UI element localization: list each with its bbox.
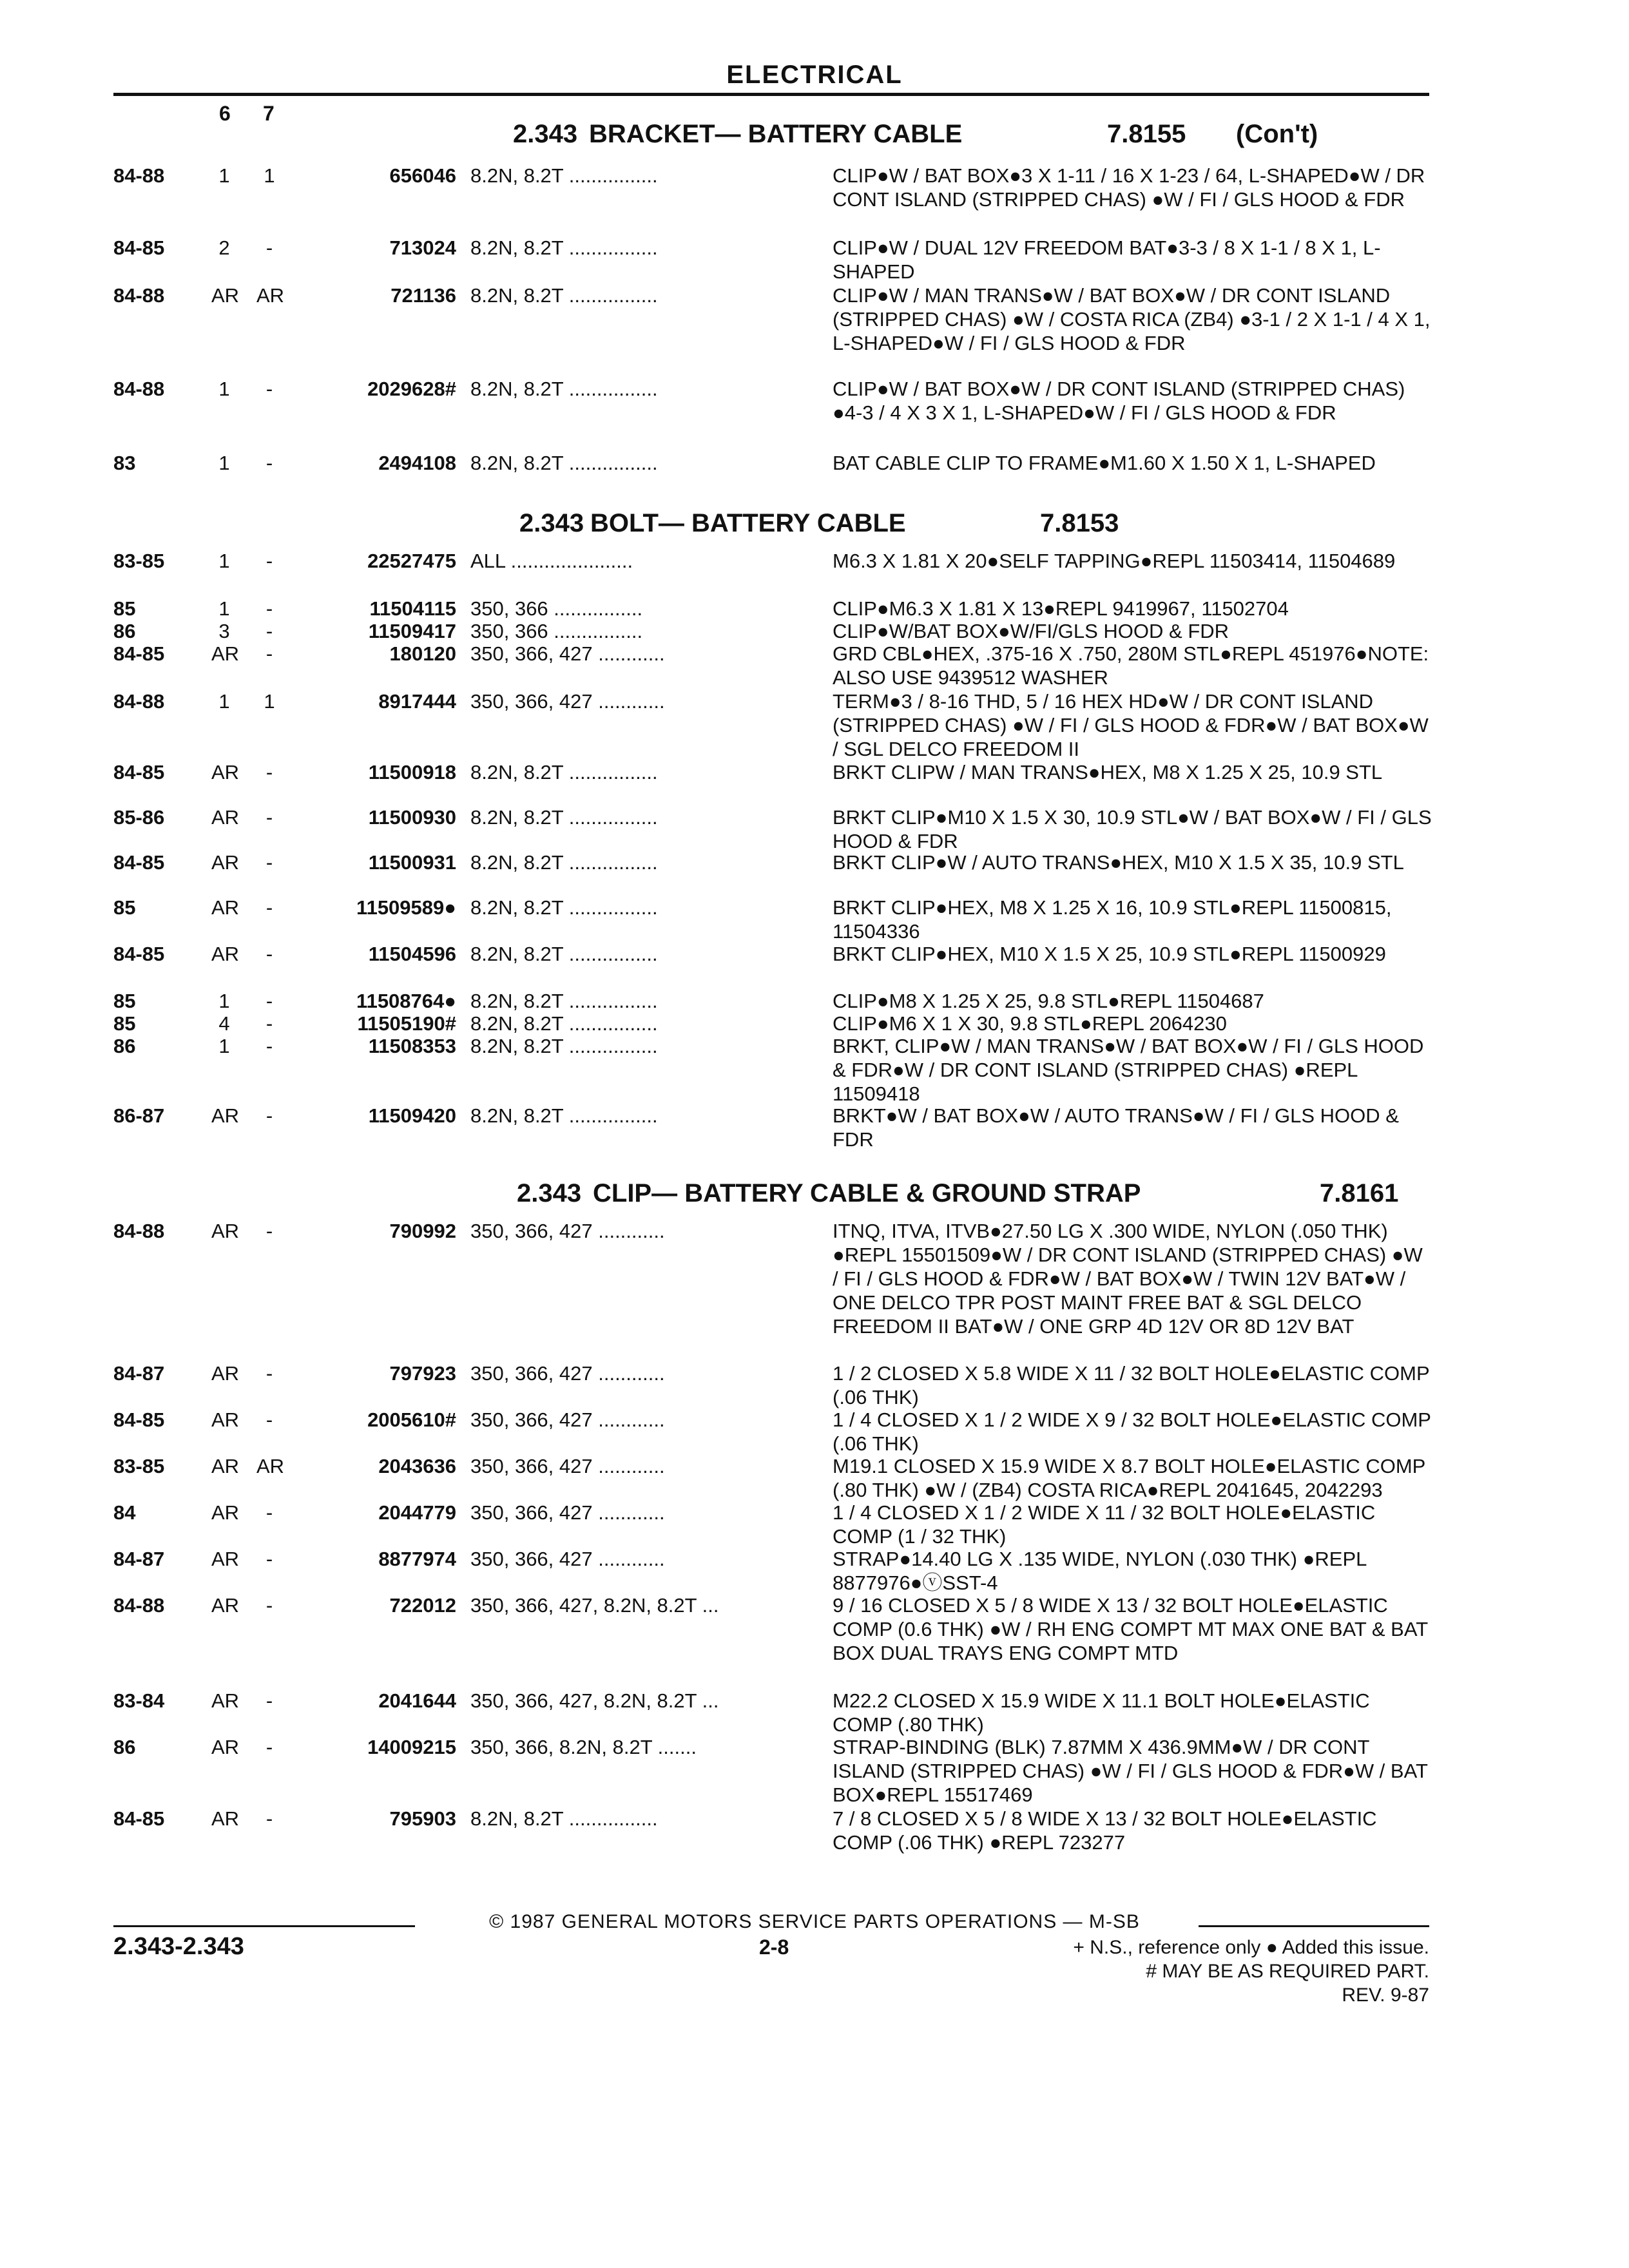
part-description: 1 / 2 CLOSED X 5.8 WIDE X 11 / 32 BOLT HOLE●ELASTIC COMP (.06 THK) xyxy=(833,1362,1430,1408)
section-header xyxy=(113,509,1429,543)
section-group-number: 2.343 xyxy=(513,120,578,148)
quantity-col-7: - xyxy=(265,550,273,572)
part-number: 180120 xyxy=(389,642,456,665)
quantity-col-6: 1 xyxy=(218,378,230,400)
quantity-col-6: AR xyxy=(211,642,240,665)
quantity-col-7: - xyxy=(265,236,273,259)
applicable-models: 8.2N, 8.2T ................ xyxy=(470,1035,658,1057)
model-year: 86 xyxy=(113,1736,136,1758)
part-description: TERM●3 / 8-16 THD, 5 / 16 HEX HD●W / DR CONT ISLAND (STRIPPED CHAS) ●W / FI / GLS HOOD & FDR●W / BAT BOX●W / SGL DELCO FREEDOM II xyxy=(833,690,1429,760)
applicable-models: 350, 366, 427 ............ xyxy=(470,1455,665,1477)
part-number: 713024 xyxy=(389,236,456,259)
footer-copyright: © 1987 GENERAL MOTORS SERVICE PARTS OPERATIONS — M-SB xyxy=(489,1911,1140,1932)
quantity-col-7: - xyxy=(265,806,273,829)
part-number: 11509417 xyxy=(368,620,456,642)
part-number: 790992 xyxy=(389,1220,456,1242)
model-year: 85-86 xyxy=(113,806,165,829)
part-description: STRAP●14.40 LG X .135 WIDE, NYLON (.030 THK) ●REPL 8877976●ⓥSST-4 xyxy=(833,1548,1367,1594)
quantity-col-6: 2 xyxy=(218,236,230,259)
quantity-col-7: - xyxy=(265,1807,273,1830)
applicable-models: 8.2N, 8.2T ................ xyxy=(470,378,658,400)
model-year: 84-88 xyxy=(113,164,165,187)
applicable-models: 350, 366, 427 ............ xyxy=(470,1408,665,1431)
model-year: 86 xyxy=(113,1035,136,1057)
part-number: 11500918 xyxy=(368,761,456,783)
section-code: 7.8161 xyxy=(1320,1179,1399,1207)
quantity-col-7: - xyxy=(265,1220,273,1242)
part-number: 656046 xyxy=(389,164,456,187)
model-year: 83 xyxy=(113,452,136,474)
model-year: 84-85 xyxy=(113,1807,165,1830)
page-title: ELECTRICAL xyxy=(726,61,903,89)
section-name: BRACKET— BATTERY CABLE xyxy=(589,120,963,148)
quantity-col-6: AR xyxy=(211,1548,240,1570)
part-number: 22527475 xyxy=(367,550,456,572)
quantity-col-6: AR xyxy=(211,1220,240,1242)
part-number: 2005610# xyxy=(367,1408,456,1431)
model-year: 84-88 xyxy=(113,690,165,713)
quantity-col-7: - xyxy=(265,1689,273,1712)
quantity-col-6: AR xyxy=(211,1362,240,1385)
part-number: 11504115 xyxy=(369,597,456,620)
applicable-models: 8.2N, 8.2T ................ xyxy=(470,164,658,187)
applicable-models: 350, 366, 427 ............ xyxy=(470,642,665,665)
quantity-col-6: AR xyxy=(211,806,240,829)
part-description: CLIP●W / MAN TRANS●W / BAT BOX●W / DR CONT ISLAND (STRIPPED CHAS) ●W / COSTA RICA (ZB4) ●3-1 / 2 X 1-1 / 4 X 1, L-SHAPED●W / FI / GLS HOOD & FDR xyxy=(833,284,1431,354)
model-year: 84-88 xyxy=(113,1594,165,1617)
footer-revision: REV. 9-87 xyxy=(1342,1984,1429,2006)
quantity-col-6: 1 xyxy=(218,597,230,620)
part-number: 721136 xyxy=(390,284,456,307)
header-rule xyxy=(113,93,1429,96)
part-description: BRKT CLIP●W / AUTO TRANS●HEX, M10 X 1.5 X 35, 10.9 STL xyxy=(833,851,1404,874)
applicable-models: 8.2N, 8.2T ................ xyxy=(470,1012,658,1035)
quantity-col-6: AR xyxy=(211,1689,240,1712)
applicable-models: 350, 366, 427, 8.2N, 8.2T ... xyxy=(470,1594,719,1617)
part-number: 2029628# xyxy=(367,378,456,400)
quantity-col-6: 1 xyxy=(218,990,230,1012)
applicable-models: 350, 366, 427, 8.2N, 8.2T ... xyxy=(470,1689,719,1712)
quantity-col-7: - xyxy=(265,896,273,919)
applicable-models: 8.2N, 8.2T ................ xyxy=(470,851,658,874)
model-year: 83-84 xyxy=(113,1689,165,1712)
section-header xyxy=(113,1179,1429,1213)
section-header xyxy=(113,120,1429,153)
quantity-col-7: - xyxy=(265,597,273,620)
model-year: 85 xyxy=(113,896,136,919)
quantity-col-6: AR xyxy=(211,761,240,783)
quantity-col-7: - xyxy=(265,1736,273,1758)
quantity-col-7: - xyxy=(265,452,273,474)
model-year: 84-85 xyxy=(113,943,165,965)
section-name: CLIP— BATTERY CABLE & GROUND STRAP xyxy=(593,1179,1141,1207)
model-year: 84-87 xyxy=(113,1362,165,1385)
section-name: BOLT— BATTERY CABLE xyxy=(590,509,906,537)
part-number: 11500931 xyxy=(368,851,456,874)
section-continued: (Con't) xyxy=(1236,120,1318,148)
quantity-col-7: AR xyxy=(256,284,285,307)
part-description: CLIP●W/BAT BOX●W/FI/GLS HOOD & FDR xyxy=(833,620,1229,642)
part-number: 722012 xyxy=(389,1594,456,1617)
part-number: 2041644 xyxy=(378,1689,456,1712)
quantity-col-7: - xyxy=(265,378,273,400)
section-code: 7.8153 xyxy=(1040,509,1119,537)
quantity-col-7: 1 xyxy=(264,690,275,713)
part-number: 2043636 xyxy=(378,1455,456,1477)
model-year: 84-88 xyxy=(113,378,165,400)
part-number: 11504596 xyxy=(368,943,456,965)
part-number: 11505190# xyxy=(357,1012,456,1035)
applicable-models: 350, 366, 427 ............ xyxy=(470,1362,665,1385)
part-description: CLIP●M6 X 1 X 30, 9.8 STL●REPL 2064230 xyxy=(833,1012,1227,1035)
quantity-col-7: - xyxy=(265,642,273,665)
applicable-models: ALL ...................... xyxy=(470,550,633,572)
applicable-models: 350, 366, 427 ............ xyxy=(470,690,665,713)
quantity-col-6: AR xyxy=(211,1807,240,1830)
part-description: CLIP●W / BAT BOX●W / DR CONT ISLAND (STRIPPED CHAS) ●4-3 / 4 X 3 X 1, L-SHAPED●W / FI / GLS HOOD & FDR xyxy=(833,378,1405,424)
part-number: 11509420 xyxy=(368,1104,456,1127)
quantity-col-7: - xyxy=(265,1012,273,1035)
section-group-number: 2.343 xyxy=(517,1179,582,1207)
quantity-col-7: AR xyxy=(256,1455,285,1477)
part-description: CLIP●M8 X 1.25 X 25, 9.8 STL●REPL 11504687 xyxy=(833,990,1264,1012)
applicable-models: 8.2N, 8.2T ................ xyxy=(470,943,658,965)
applicable-models: 8.2N, 8.2T ................ xyxy=(470,284,658,307)
applicable-models: 350, 366, 8.2N, 8.2T ....... xyxy=(470,1736,697,1758)
quantity-col-6: AR xyxy=(211,896,240,919)
footer-page-number: 2-8 xyxy=(759,1936,789,1959)
applicable-models: 8.2N, 8.2T ................ xyxy=(470,1807,658,1830)
applicable-models: 350, 366, 427 ............ xyxy=(470,1548,665,1570)
applicable-models: 8.2N, 8.2T ................ xyxy=(470,806,658,829)
model-year: 85 xyxy=(113,990,136,1012)
applicable-models: 350, 366, 427 ............ xyxy=(470,1501,665,1524)
applicable-models: 8.2N, 8.2T ................ xyxy=(470,896,658,919)
quantity-col-7: - xyxy=(265,943,273,965)
quantity-col-7: - xyxy=(265,1501,273,1524)
part-description: M22.2 CLOSED X 15.9 WIDE X 11.1 BOLT HOLE●ELASTIC COMP (.80 THK) xyxy=(833,1689,1370,1736)
section-group-number: 2.343 xyxy=(519,509,584,537)
applicable-models: 350, 366 ................ xyxy=(470,620,643,642)
model-year: 84-85 xyxy=(113,851,165,874)
part-description: CLIP●M6.3 X 1.81 X 13●REPL 9419967, 11502704 xyxy=(833,597,1289,620)
quantity-col-7: - xyxy=(265,1408,273,1431)
quantity-col-7: - xyxy=(265,1035,273,1057)
part-number: 8917444 xyxy=(378,690,456,713)
quantity-col-6: AR xyxy=(211,1594,240,1617)
applicable-models: 8.2N, 8.2T ................ xyxy=(470,761,658,783)
part-description: BRKT CLIP●M10 X 1.5 X 30, 10.9 STL●W / BAT BOX●W / FI / GLS HOOD & FDR xyxy=(833,806,1432,852)
model-year: 84-88 xyxy=(113,1220,165,1242)
footer-legend-1: + N.S., reference only ● Added this issue. xyxy=(1073,1937,1429,1958)
part-number: 797923 xyxy=(389,1362,456,1385)
part-number: 11508764● xyxy=(356,990,456,1012)
quantity-col-7: 1 xyxy=(264,164,275,187)
part-description: BRKT, CLIP●W / MAN TRANS●W / BAT BOX●W / FI / GLS HOOD & FDR●W / DR CONT ISLAND (STRIPPED CHAS) ●REPL 11509418 xyxy=(833,1035,1424,1105)
quantity-col-6: 1 xyxy=(218,550,230,572)
model-year: 83-85 xyxy=(113,1455,165,1477)
quantity-col-6: AR xyxy=(211,1455,240,1477)
column-header-6: 6 xyxy=(219,102,231,125)
quantity-col-6: 1 xyxy=(218,690,230,713)
part-number: 2494108 xyxy=(378,452,456,474)
model-year: 86-87 xyxy=(113,1104,165,1127)
quantity-col-7: - xyxy=(265,1594,273,1617)
part-description: ITNQ, ITVA, ITVB●27.50 LG X .300 WIDE, NYLON (.050 THK) ●REPL 15501509●W / DR CONT ISLAND (STRIPPED CHAS) ●W / FI / GLS HOOD & FDR●W / BAT BOX●W / TWIN 12V BAT●W / ONE DELCO TPR POST MAINT FREE BAT & SGL DELCO FREEDOM II BAT●W / ONE GRP 4D 12V OR 8D 12V BAT xyxy=(833,1220,1423,1338)
quantity-col-7: - xyxy=(265,620,273,642)
quantity-col-6: 3 xyxy=(218,620,230,642)
footer-legend-2: # MAY BE AS REQUIRED PART. xyxy=(1146,1961,1429,1982)
model-year: 84-87 xyxy=(113,1548,165,1570)
part-description: CLIP●W / DUAL 12V FREEDOM BAT●3-3 / 8 X 1-1 / 8 X 1, L-SHAPED xyxy=(833,236,1381,283)
part-description: GRD CBL●HEX, .375-16 X .750, 280M STL●REPL 451976●NOTE: ALSO USE 9439512 WASHER xyxy=(833,642,1429,689)
model-year: 85 xyxy=(113,597,136,620)
quantity-col-6: AR xyxy=(211,1736,240,1758)
applicable-models: 8.2N, 8.2T ................ xyxy=(470,990,658,1012)
quantity-col-6: AR xyxy=(211,1501,240,1524)
part-description: STRAP-BINDING (BLK) 7.87MM X 436.9MM●W / DR CONT ISLAND (STRIPPED CHAS) ●W / FI / GLS HOOD & FDR●W / BAT BOX●REPL 15517469 xyxy=(833,1736,1428,1806)
column-header-7: 7 xyxy=(263,102,275,125)
quantity-col-6: 4 xyxy=(218,1012,230,1035)
quantity-col-7: - xyxy=(265,1104,273,1127)
part-description: 1 / 4 CLOSED X 1 / 2 WIDE X 11 / 32 BOLT HOLE●ELASTIC COMP (1 / 32 THK) xyxy=(833,1501,1376,1548)
quantity-col-6: 1 xyxy=(218,452,230,474)
quantity-col-6: 1 xyxy=(218,164,230,187)
quantity-col-6: AR xyxy=(211,1104,240,1127)
quantity-col-6: AR xyxy=(211,284,240,307)
part-description: 1 / 4 CLOSED X 1 / 2 WIDE X 9 / 32 BOLT HOLE●ELASTIC COMP (.06 THK) xyxy=(833,1408,1431,1455)
model-year: 85 xyxy=(113,1012,136,1035)
quantity-col-7: - xyxy=(265,1362,273,1385)
part-description: BRKT CLIPW / MAN TRANS●HEX, M8 X 1.25 X 25, 10.9 STL xyxy=(833,761,1383,783)
model-year: 84-85 xyxy=(113,1408,165,1431)
model-year: 84-88 xyxy=(113,284,165,307)
quantity-col-7: - xyxy=(265,761,273,783)
part-description: BRKT CLIP●HEX, M10 X 1.5 X 25, 10.9 STL●REPL 11500929 xyxy=(833,943,1386,965)
model-year: 86 xyxy=(113,620,136,642)
part-description: CLIP●W / BAT BOX●3 X 1-11 / 16 X 1-23 / 64, L-SHAPED●W / DR CONT ISLAND (STRIPPED CHAS) ●W / FI / GLS HOOD & FDR xyxy=(833,164,1425,211)
quantity-col-7: - xyxy=(265,1548,273,1570)
part-number: 11500930 xyxy=(368,806,456,829)
model-year: 84-85 xyxy=(113,236,165,259)
quantity-col-7: - xyxy=(265,851,273,874)
model-year: 83-85 xyxy=(113,550,165,572)
applicable-models: 8.2N, 8.2T ................ xyxy=(470,1104,658,1127)
part-description: BRKT●W / BAT BOX●W / AUTO TRANS●W / FI / GLS HOOD & FDR xyxy=(833,1104,1399,1151)
part-description: 9 / 16 CLOSED X 5 / 8 WIDE X 13 / 32 BOLT HOLE●ELASTIC COMP (0.6 THK) ●W / RH ENG COMPT MT MAX ONE BAT & BAT BOX DUAL TRAYS ENG COMPT MTD xyxy=(833,1594,1428,1664)
applicable-models: 8.2N, 8.2T ................ xyxy=(470,236,658,259)
part-description: BAT CABLE CLIP TO FRAME●M1.60 X 1.50 X 1, L-SHAPED xyxy=(833,452,1376,474)
part-number: 14009215 xyxy=(367,1736,456,1758)
quantity-col-6: AR xyxy=(211,851,240,874)
part-description: M19.1 CLOSED X 15.9 WIDE X 8.7 BOLT HOLE●ELASTIC COMP (.80 THK) ●W / (ZB4) COSTA RICA●REPL 2041645, 2042293 xyxy=(833,1455,1425,1501)
model-year: 84 xyxy=(113,1501,136,1524)
part-description: BRKT CLIP●HEX, M8 X 1.25 X 16, 10.9 STL●REPL 11500815, 11504336 xyxy=(833,896,1392,943)
footer-page-ref: 2.343-2.343 xyxy=(113,1933,244,1960)
quantity-col-6: 1 xyxy=(218,1035,230,1057)
quantity-col-6: AR xyxy=(211,1408,240,1431)
part-number: 11508353 xyxy=(368,1035,456,1057)
part-number: 2044779 xyxy=(378,1501,456,1524)
applicable-models: 350, 366, 427 ............ xyxy=(470,1220,665,1242)
model-year: 84-85 xyxy=(113,642,165,665)
section-code: 7.8155 xyxy=(1107,120,1186,148)
part-description: M6.3 X 1.81 X 20●SELF TAPPING●REPL 11503414, 11504689 xyxy=(833,550,1396,572)
applicable-models: 350, 366 ................ xyxy=(470,597,643,620)
model-year: 84-85 xyxy=(113,761,165,783)
part-description: 7 / 8 CLOSED X 5 / 8 WIDE X 13 / 32 BOLT HOLE●ELASTIC COMP (.06 THK) ●REPL 723277 xyxy=(833,1807,1377,1854)
part-number: 8877974 xyxy=(378,1548,456,1570)
applicable-models: 8.2N, 8.2T ................ xyxy=(470,452,658,474)
part-number: 11509589● xyxy=(356,896,456,919)
quantity-col-7: - xyxy=(265,990,273,1012)
quantity-col-6: AR xyxy=(211,943,240,965)
part-number: 795903 xyxy=(389,1807,456,1830)
